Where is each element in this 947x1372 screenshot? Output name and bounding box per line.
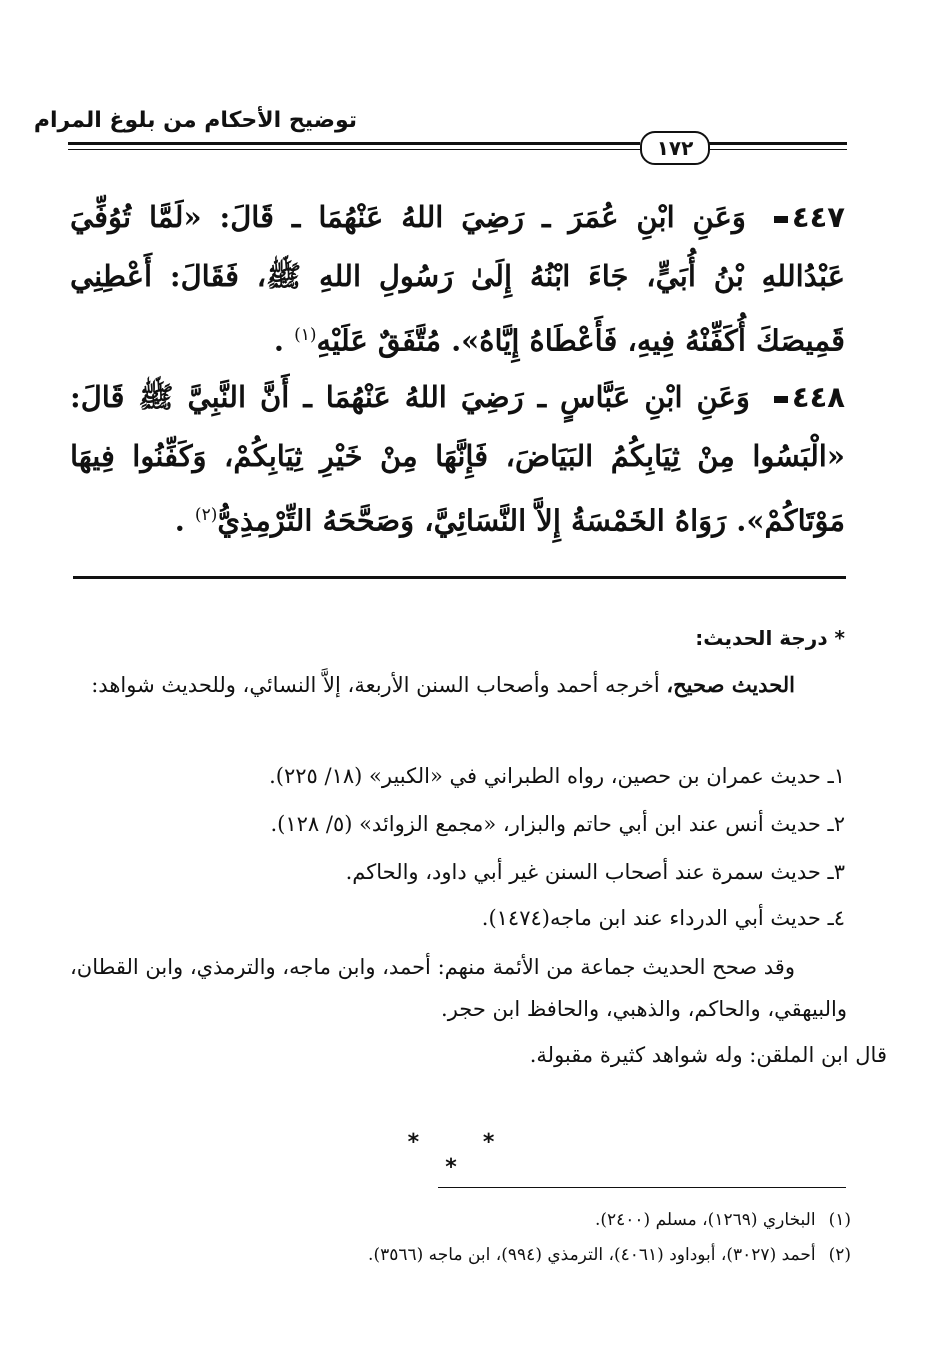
section-divider [73, 576, 846, 579]
page-number: ١٧٢ [640, 131, 710, 165]
footnote-rule [438, 1187, 846, 1188]
hadith-number: ٤٤٨ [791, 380, 845, 414]
footnote-text: أحمد (٣٠٢٧)، أبوداود (٤٠٦١)، الترمذي (٩٩٤)، ابن ماجه (٣٥٦٦). [368, 1245, 816, 1265]
section-heading: * درجة الحديث: [695, 626, 845, 650]
intro-lead: الحديث صحيح، [666, 672, 795, 697]
list-item: ٣ـ حديث سمرة عند أصحاب السنن غير أبي داود، والحاكم. [345, 860, 845, 884]
hadith-number: ٤٤٧ [791, 200, 845, 234]
closing-text: وقد صحح الحديث جماعة من الأئمة منهم: أحمد، وابن ماجه، والترمذي، وابن القطان، والبيهقي، والحاكم، والذهبي، والحافظ ابن حجر. [70, 955, 847, 1021]
list-item: ١ـ حديث عمران بن حصين، رواه الطبراني في «الكبير» (١٨/ ٢٢٥). [269, 764, 845, 788]
running-header-title: توضيح الأحكام من بلوغ المرام [33, 108, 357, 133]
footnote-number: (٢) [828, 1245, 851, 1265]
hadith-end: . [174, 503, 195, 538]
header-rule-bottom [68, 149, 640, 150]
hadith-text: وَعَنِ ابْنِ عَبَّاسٍ ـ رَضِيَ اللهُ عَنْهُمَا ـ أَنَّ النَّبِيَّ ﷺ قَالَ: «الْبَسُوا مِنْ ثِيَابِكُمُ البَيَاضَ، فَإِنَّهَا مِنْ خَيْرِ ثِيَابِكُمْ، وَكَفِّنُوا فِيهَا مَوْتَاكُمْ». رَوَاهُ الخَمْسَةُ إِلاَّ النَّسَائِيَّ، وَصَحَّحَهُ التِّرْمِذِيُّ [70, 380, 845, 538]
commentary-intro [70, 668, 847, 702]
dash-mark [774, 396, 788, 403]
header-rule-top [68, 142, 640, 145]
footnote-ref: (١) [294, 325, 317, 345]
footnote-1 [131, 1210, 851, 1230]
hadith-448 [70, 368, 845, 551]
list-item: ٢ـ حديث أنس عند ابن أبي حاتم والبزار، «مجمع الزوائد» (٥/ ١٢٨). [270, 812, 845, 836]
separator-stars: * * * [407, 1130, 523, 1180]
hadith-end: . [273, 323, 295, 358]
footnote-2 [131, 1245, 851, 1265]
commentary-closing [70, 946, 847, 1030]
list-item: ٤ـ حديث أبي الدرداء عند ابن ماجه(١٤٧٤). [481, 906, 845, 930]
hadith-447 [70, 188, 845, 371]
dash-mark [774, 216, 788, 223]
footnote-text: البخاري (١٢٦٩)، مسلم (٢٤٠٠). [594, 1210, 816, 1230]
footnote-ref: (٢) [194, 505, 218, 525]
header-rule-bottom-right [708, 149, 847, 150]
hadith-text: وَعَنِ ابْنِ عُمَرَ ـ رَضِيَ اللهُ عَنْهُمَا ـ قَالَ: «لَمَّا تُوُفِّيَ عَبْدُاللهِ بْنُ أُبَيٍّ، جَاءَ ابْنُهُ إِلَىٰ رَسُولِ اللهِ ﷺ، فَقَالَ: أَعْطِنِي قَمِيصَكَ أُكَفِّنْهُ فِيهِ، فَأَعْطَاهُ إِيَّاهُ». مُتَّفَقٌ عَلَيْهِ [70, 200, 845, 358]
intro-rest: أخرجه أحمد وأصحاب السنن الأربعة، إلاَّ النسائي، وللحديث شواهد: [91, 673, 667, 697]
header-rule-top-right [708, 142, 847, 145]
footnote-number: (١) [828, 1210, 851, 1230]
commentary-final: قال ابن الملقن: وله شواهد كثيرة مقبولة. [529, 1043, 887, 1067]
